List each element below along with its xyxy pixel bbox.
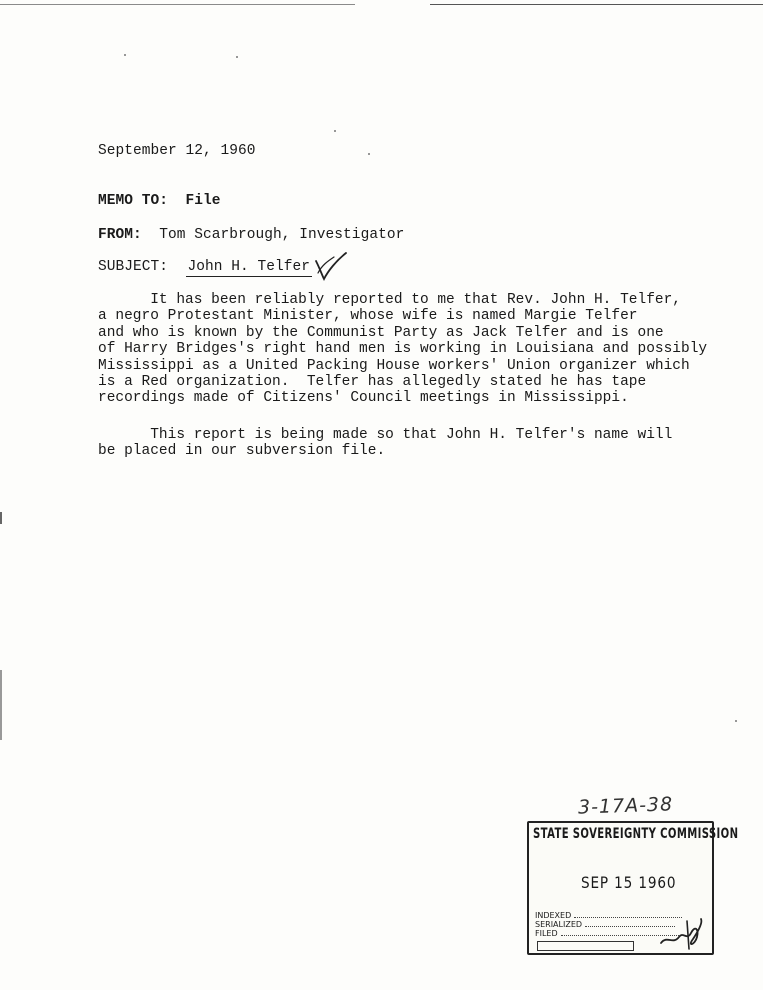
handwritten-check-icon xyxy=(312,251,348,283)
memo-subject-label: SUBJECT: xyxy=(98,259,169,275)
memo-subject-value: John H. Telfer xyxy=(187,259,311,275)
stamp-title: STATE SOVEREIGNTY COMMISSION xyxy=(533,826,739,842)
memo-from-value: Tom Scarbrough, Investigator xyxy=(159,227,405,243)
scan-speck xyxy=(124,54,126,56)
stamp-row-label: INDEXED xyxy=(535,911,572,920)
scan-speck xyxy=(368,153,370,155)
memo-to-value: File xyxy=(185,193,221,209)
commission-stamp xyxy=(527,821,739,955)
scan-speck xyxy=(334,130,336,132)
scan-speck xyxy=(735,720,737,722)
memo-to-label: MEMO TO: xyxy=(98,193,169,209)
scan-edge-line xyxy=(0,4,355,5)
scan-edge-line xyxy=(430,4,763,5)
scan-speck xyxy=(236,56,238,58)
stamp-row-label: FILED xyxy=(535,929,558,938)
scan-edge-mark xyxy=(0,512,2,524)
stamp-row-label: SERIALIZED xyxy=(535,920,583,929)
scan-edge-mark xyxy=(0,670,2,740)
memo-from-label: FROM: xyxy=(98,227,142,243)
memo-body-paragraph: This report is being made so that John H. Telfer's name will be placed in our subversion file. xyxy=(98,427,673,460)
stamp-date: SEP 15 1960 xyxy=(581,873,677,892)
memo-subject-line xyxy=(98,259,312,277)
memo-to-line xyxy=(98,193,221,209)
handwritten-initials-icon xyxy=(657,915,707,951)
memo-date: September 12, 1960 xyxy=(98,143,256,159)
handwritten-file-number: 3-17A-38 xyxy=(577,793,674,819)
memo-from-line xyxy=(98,227,404,243)
memo-body-paragraph: It has been reliably reported to me that Rev. John H. Telfer, a negro Protestant Minister, whose wife is named Margie Telfer and who is known by the Communist Party as Jack Telfer and is one of Harry Bridges's right hand men is working in Louisiana and possibly Mississippi as a United Packing House workers' Union organizer which is a Red organization. Telfer has allegedly stated he has tape recordings made of Citizens' Council meetings in Mississippi. xyxy=(98,292,708,407)
stamp-blank-box xyxy=(537,941,634,951)
